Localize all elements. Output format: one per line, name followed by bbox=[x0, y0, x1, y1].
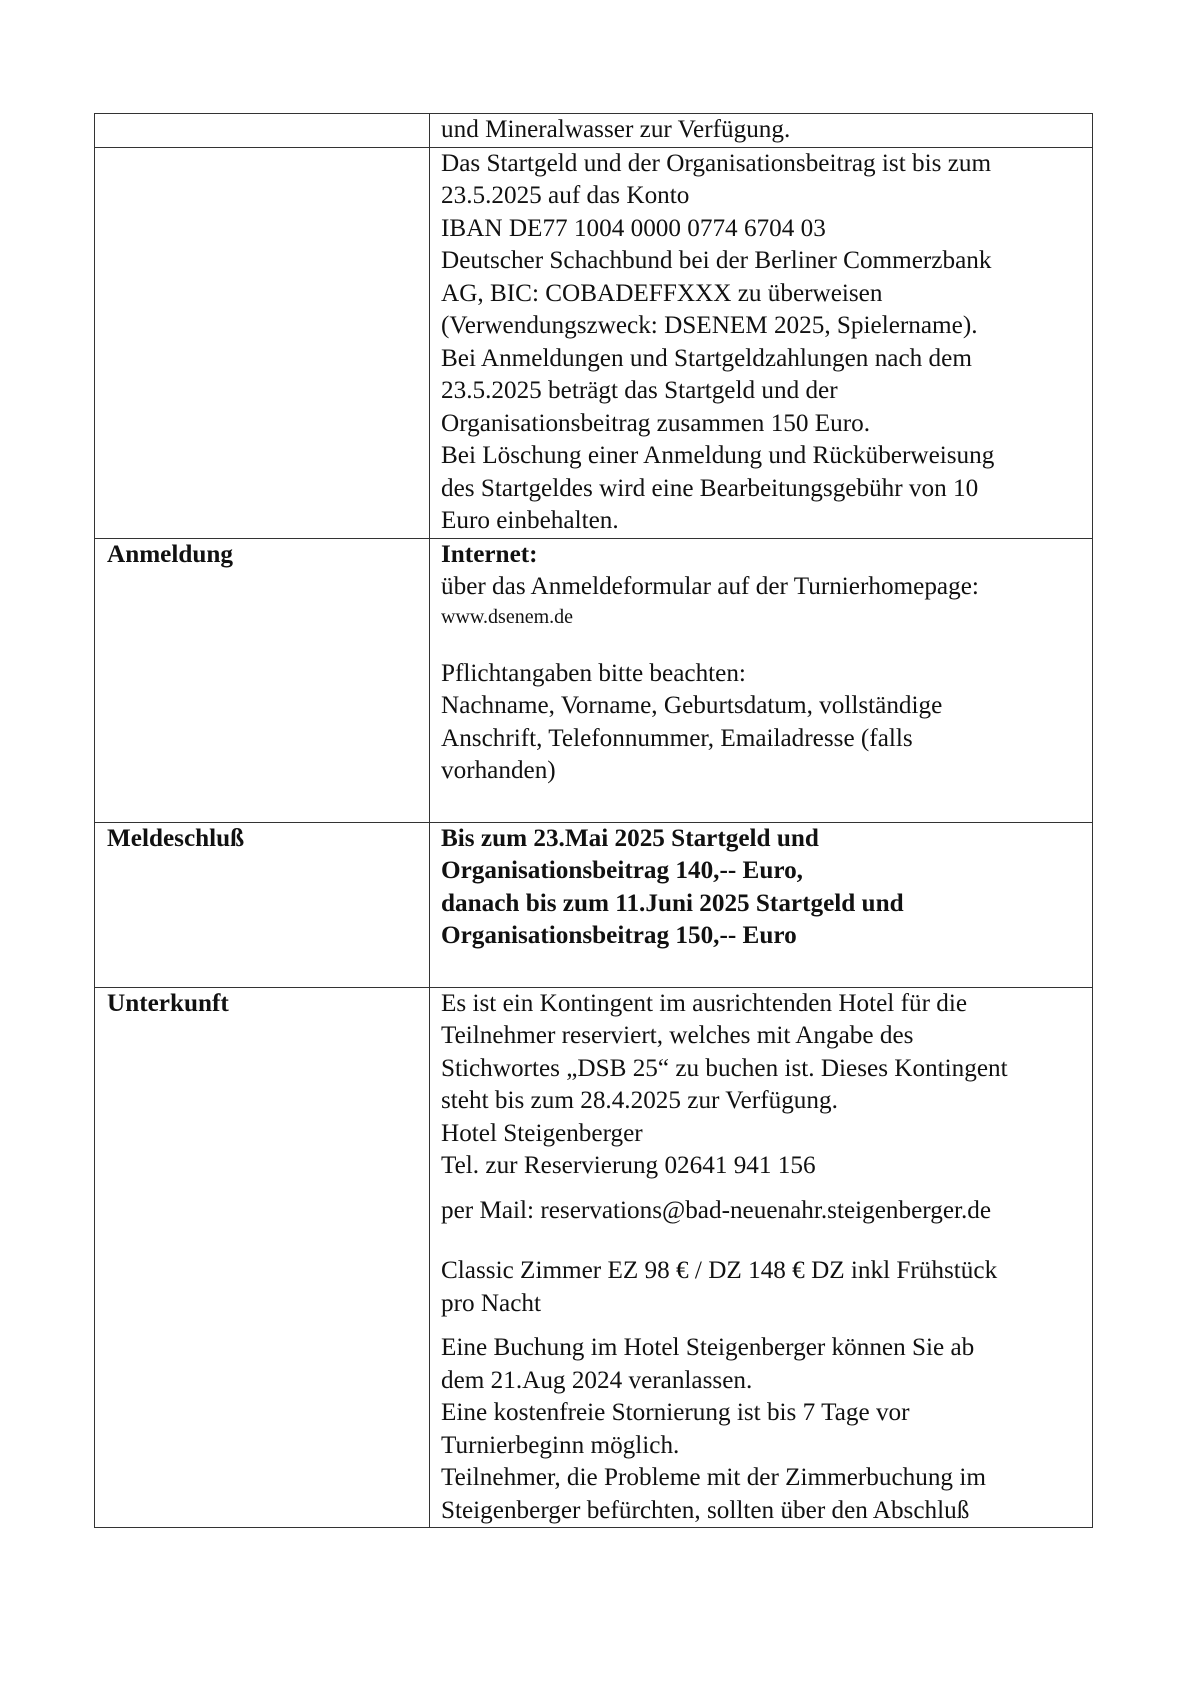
payment-content bbox=[430, 147, 1093, 538]
spacer bbox=[441, 1320, 1082, 1332]
text-line: und Mineralwasser zur Verfügung. bbox=[441, 116, 791, 143]
text-line: pro Nacht bbox=[441, 1289, 542, 1317]
text-line: Teilnehmer reserviert, welches mit Angabe des bbox=[441, 1022, 914, 1049]
hotel-email[interactable]: per Mail: reservations@bad-neuenahr.steigenberger.de bbox=[441, 1196, 992, 1224]
meldeschluss-content bbox=[430, 822, 1093, 987]
table-row bbox=[95, 822, 1093, 987]
text-line: Anschrift, Telefonnummer, Emailadresse (falls bbox=[441, 724, 913, 752]
spacer bbox=[441, 953, 1082, 987]
text-line: Euro einbehalten. bbox=[441, 507, 619, 534]
text-line: 23.5.2025 auf das Konto bbox=[441, 182, 690, 209]
text-line: Stichwortes „DSB 25“ zu buchen ist. Dieses Kontingent bbox=[441, 1054, 1008, 1082]
anmeldung-label: Anmeldung bbox=[95, 538, 430, 822]
text-line: Eine Buchung im Hotel Steigenberger können Sie ab bbox=[441, 1334, 975, 1361]
internet-heading: Internet: bbox=[441, 540, 538, 568]
meldeschluss-label: Meldeschluß bbox=[95, 822, 430, 987]
hotel-phone: Tel. zur Reservierung 02641 941 156 bbox=[441, 1152, 816, 1179]
text-line: Pflichtangaben bitte beachten: bbox=[441, 659, 746, 687]
text-line: (Verwendungszweck: DSENEM 2025, Spielername). bbox=[441, 312, 978, 339]
unterkunft-label: Unterkunft bbox=[95, 987, 430, 1528]
table-row bbox=[95, 147, 1093, 538]
text-line: des Startgeldes wird eine Bearbeitungsgebühr von 10 bbox=[441, 474, 979, 502]
deadline-line: danach bis zum 11.Juni 2025 Startgeld und bbox=[441, 889, 904, 917]
text-line: dem 21.Aug 2024 veranlassen. bbox=[441, 1366, 753, 1394]
text-line: Steigenberger befürchten, sollten über den Abschluß bbox=[441, 1496, 970, 1524]
text-line: Das Startgeld und der Organisationsbeitrag ist bis zum bbox=[441, 149, 992, 177]
deadline-line: Organisationsbeitrag 150,-- Euro bbox=[441, 922, 797, 949]
text-line: Teilnehmer, die Probleme mit der Zimmerbuchung im bbox=[441, 1464, 986, 1491]
info-table bbox=[94, 113, 1093, 1528]
spacer bbox=[441, 1183, 1082, 1195]
text-line: Es ist ein Kontingent im ausrichtenden Hotel für die bbox=[441, 989, 968, 1017]
spacer bbox=[441, 1227, 1082, 1255]
text-line: Turnierbeginn möglich. bbox=[441, 1431, 680, 1459]
text-line: Bei Löschung einer Anmeldung und Rücküberweisung bbox=[441, 442, 995, 469]
row-label bbox=[95, 114, 430, 148]
text-line: Nachname, Vorname, Geburtsdatum, vollständige bbox=[441, 692, 943, 719]
row-label bbox=[95, 147, 430, 538]
unterkunft-content bbox=[430, 987, 1093, 1528]
text-line: Deutscher Schachbund bei der Berliner Commerzbank bbox=[441, 247, 992, 274]
hotel-name: Hotel Steigenberger bbox=[441, 1119, 643, 1147]
text-line: über das Anmeldeformular auf der Turnierhomepage: bbox=[441, 573, 979, 600]
anmeldung-content bbox=[430, 538, 1093, 822]
text-line: Organisationsbeitrag zusammen 150 Euro. bbox=[441, 409, 871, 437]
room-price-line: Classic Zimmer EZ 98 € / DZ 148 € DZ inkl Frühstück bbox=[441, 1257, 998, 1284]
bic-line: AG, BIC: COBADEFFXXX zu überweisen bbox=[441, 279, 883, 307]
text-line: Bei Anmeldungen und Startgeldzahlungen nach dem bbox=[441, 344, 972, 372]
spacer bbox=[441, 788, 1082, 822]
table-row bbox=[95, 538, 1093, 822]
spacer bbox=[441, 630, 1082, 658]
homepage-link[interactable]: www.dsenem.de bbox=[441, 605, 574, 628]
deadline-line: Organisationsbeitrag 140,-- Euro, bbox=[441, 857, 803, 884]
text-line: Eine kostenfreie Stornierung ist bis 7 Tage vor bbox=[441, 1399, 910, 1426]
text-line: steht bis zum 28.4.2025 zur Verfügung. bbox=[441, 1087, 838, 1114]
text-line: 23.5.2025 beträgt das Startgeld und der bbox=[441, 377, 838, 404]
iban-line: IBAN DE77 1004 0000 0774 6704 03 bbox=[441, 214, 826, 242]
text-line: vorhanden) bbox=[441, 757, 556, 784]
row-content bbox=[430, 114, 1093, 148]
table-row bbox=[95, 987, 1093, 1528]
table-row bbox=[95, 114, 1093, 148]
deadline-line: Bis zum 23.Mai 2025 Startgeld und bbox=[441, 824, 819, 852]
